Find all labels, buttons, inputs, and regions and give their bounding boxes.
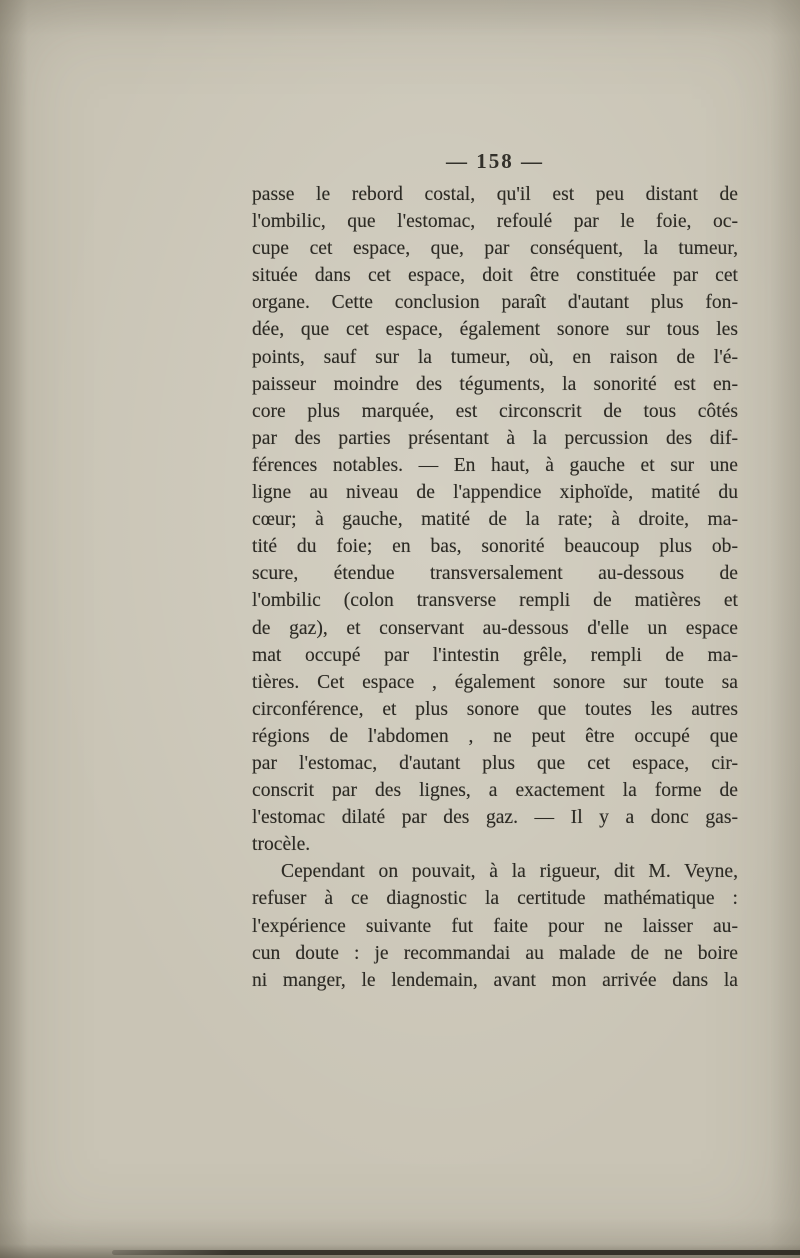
text-line: circonférence, et plus sonore que toutes les autres: [252, 698, 738, 720]
text-line: paisseur moindre des téguments, la sonorité est en-: [252, 373, 738, 395]
text-line: refuser à ce diagnostic la certitude mathématique :: [252, 888, 738, 910]
text-line: l'expérience suivante fut faite pour ne laisser au-: [252, 915, 738, 937]
text-line: Cependant on pouvait, à la rigueur, dit M. Veyne,: [281, 861, 738, 883]
text-line: cœur; à gauche, matité de la rate; à droite, ma-: [252, 509, 738, 531]
text-line: cun doute : je recommandai au malade de ne boire: [252, 942, 738, 964]
text-line: organe. Cette conclusion paraît d'autant plus fon-: [252, 292, 738, 314]
text-line: dée, que cet espace, également sonore sur tous les: [252, 319, 738, 341]
text-line: régions de l'abdomen , ne peut être occupé que: [252, 725, 738, 747]
text-line: scure, étendue transversalement au-dessous de: [252, 563, 738, 585]
scan-edge-line: [112, 1250, 800, 1255]
text-line: tières. Cet espace , également sonore sur toute sa: [252, 671, 738, 693]
text-line: par des parties présentant à la percussion des dif-: [252, 427, 738, 449]
text-line: trocèle.: [252, 834, 311, 856]
text-line: située dans cet espace, doit être constituée par cet: [252, 265, 738, 287]
text-line: férences notables. — En haut, à gauche et sur une: [252, 454, 738, 476]
text-line: tité du foie; en bas, sonorité beaucoup plus ob-: [252, 536, 738, 558]
text-line: l'ombilic, que l'estomac, refoulé par le foie, oc-: [252, 211, 738, 233]
text-line: par l'estomac, d'autant plus que cet espace, cir-: [252, 752, 738, 774]
text-line: ligne au niveau de l'appendice xiphoïde, matité du: [252, 482, 738, 504]
text-line: l'estomac dilaté par des gaz. — Il y a donc gas-: [252, 807, 738, 829]
text-line: core plus marquée, est circonscrit de tous côtés: [252, 400, 738, 422]
text-line: de gaz), et conservant au-dessous d'elle un espace: [252, 617, 738, 639]
text-line: passe le rebord costal, qu'il est peu distant de: [252, 184, 738, 205]
text-line: l'ombilic (colon transverse rempli de matières et: [252, 590, 738, 612]
text-line: conscrit par des lignes, a exactement la forme de: [252, 780, 738, 802]
text-line: cupe cet espace, que, par conséquent, la tumeur,: [252, 238, 738, 260]
page-text: [252, 181, 738, 994]
text-line: mat occupé par l'intestin grêle, rempli de ma-: [252, 644, 738, 666]
text-line: points, sauf sur la tumeur, où, en raison de l'é-: [252, 346, 738, 368]
text-line: ni manger, le lendemain, avant mon arrivée dans la: [252, 969, 738, 991]
page-number: — 158 —: [446, 149, 544, 173]
